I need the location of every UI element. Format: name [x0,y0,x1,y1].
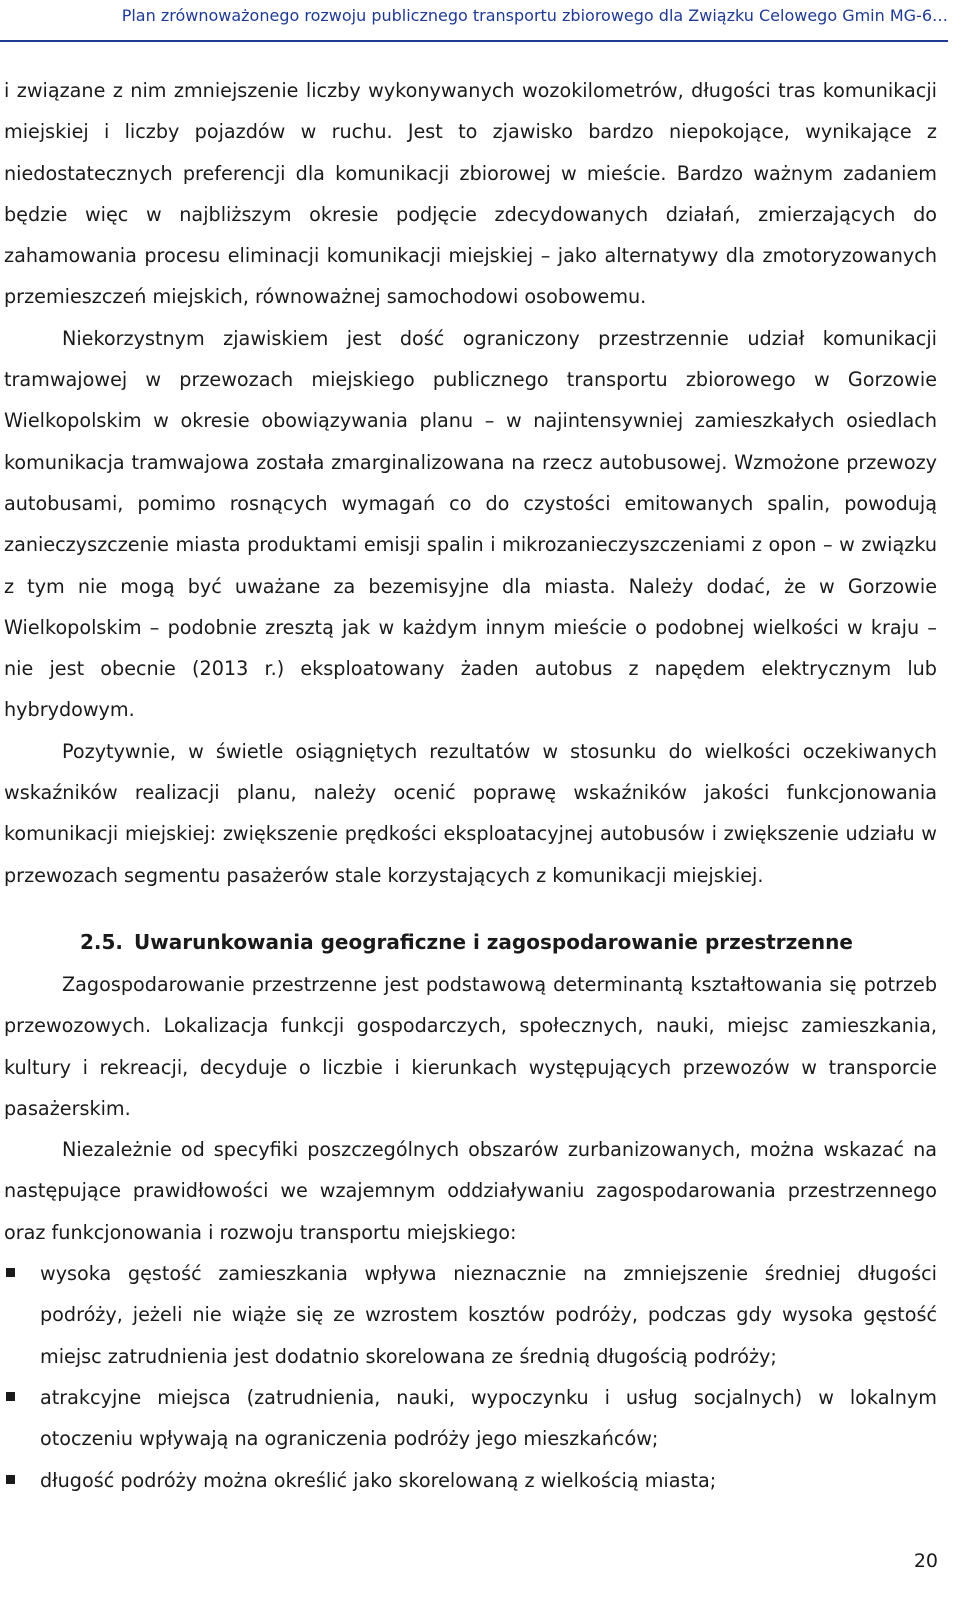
paragraph-3: Pozytywnie, w świetle osiągniętych rezultatów w stosunku do wielkości oczekiwanych wskaźników realizacji planu, należy ocenić poprawę wskaźników jakości funkcjonowania komunikacji miejskiej: zwiększenie prędkości eksploatacyjnej autobusów i zwiększenie udziału w przewozach segmentu pasażerów stale korzystających z komunikacji miejskiej. [4,739,937,887]
square-bullet-icon [6,1268,15,1277]
bullet-text: wysoka gęstość zamieszkania wpływa nieznacznie na zmniejszenie średniej długości podróży, jeżeli nie wiąże się ze wzrostem kosztów podróży, podczas gdy wysoka gęstość miejsc zatrudnienia jest dodatnio skorelowana ze średnią długością podróży; [40,1262,937,1368]
square-bullet-icon [6,1392,15,1401]
running-header [0,0,948,42]
bullet-text: długość podróży można określić jako skorelowaną z wielkością miasta; [40,1468,717,1492]
square-bullet-icon [6,1475,15,1484]
paragraph-1: i związane z nim zmniejszenie liczby wykonywanych wozokilometrów, długości tras komunikacji miejskiej i liczby pojazdów w ruchu. Jest to zjawisko bardzo niepokojące, wynikające z niedostatecznych preferencji dla komunikacji zbiorowej w mieście. Bardzo ważnym zadaniem będzie więc w najbliższym okresie podjęcie zdecydowanych działań, zmierzających do zahamowania procesu eliminacji komunikacji miejskiej – jako alternatywy dla zmotoryzowanych przemieszczeń miejskich, równoważnej samochodowi osobowemu. [4,79,937,309]
section-paragraph-1: Zagospodarowanie przestrzenne jest podstawową determinantą kształtowania się potrzeb przewozowych. Lokalizacja funkcji gospodarczych, społecznych, nauki, miejsc zamieszkania, kultury i rekreacji, decyduje o liczbie i kierunkach występujących przewozów w transporcie pasażerskim. [4,972,937,1120]
section-number: 2.5. [80,929,124,954]
page-body [4,70,937,1501]
paragraph-2: Niekorzystnym zjawiskiem jest dość ograniczony przestrzennie udział komunikacji tramwajowej w przewozach miejskiego publicznego transportu zbiorowego w Gorzowie Wielkopolskim w okresie obowiązywania planu – w najintensywniej zamieszkałych osiedlach komunikacja tramwajowa została zmarginalizowana na rzecz autobusowej. Wzmożone przewozy autobusami, pomimo rosnących wymagań co do czystości emitowanych spalin, powodują zanieczyszczenie miasta produktami emisji spalin i mikrozanieczyszczeniami z opon – w związku z tym nie mogą być uważane za bezemisyjne dla miasta. Należy dodać, że w Gorzowie Wielkopolskim – podobnie zresztą jak w każdym innym mieście o podobnej wielkości w kraju – nie jest obecnie (2013 r.) eksploatowany żaden autobus z napędem elektrycznym lub hybrydowym. [4,326,937,722]
header-title: Plan zrównoważonego rozwoju publicznego transportu zbiorowego dla Związku Celowego Gmin MG-6… [121,6,948,25]
page-number: 20 [913,1550,938,1572]
bullet-item [4,1377,937,1460]
section-heading [4,922,937,963]
section-paragraph-2: Niezależnie od specyfiki poszczególnych obszarów zurbanizowanych, można wskazać na następujące prawidłowości we wzajemnym oddziaływaniu zagospodarowania przestrzennego oraz funkcjonowania i rozwoju transportu miejskiego: [4,1138,937,1244]
section-title: Uwarunkowania geograficzne i zagospodarowanie przestrzenne [134,929,853,954]
bullet-list [4,1253,937,1501]
bullet-item [4,1253,937,1377]
bullet-text: atrakcyjne miejsca (zatrudnienia, nauki, wypoczynku i usług socjalnych) w lokalnym otoczeniu wpływają na ograniczenia podróży jego mieszkańców; [40,1385,937,1451]
bullet-item [4,1460,937,1501]
